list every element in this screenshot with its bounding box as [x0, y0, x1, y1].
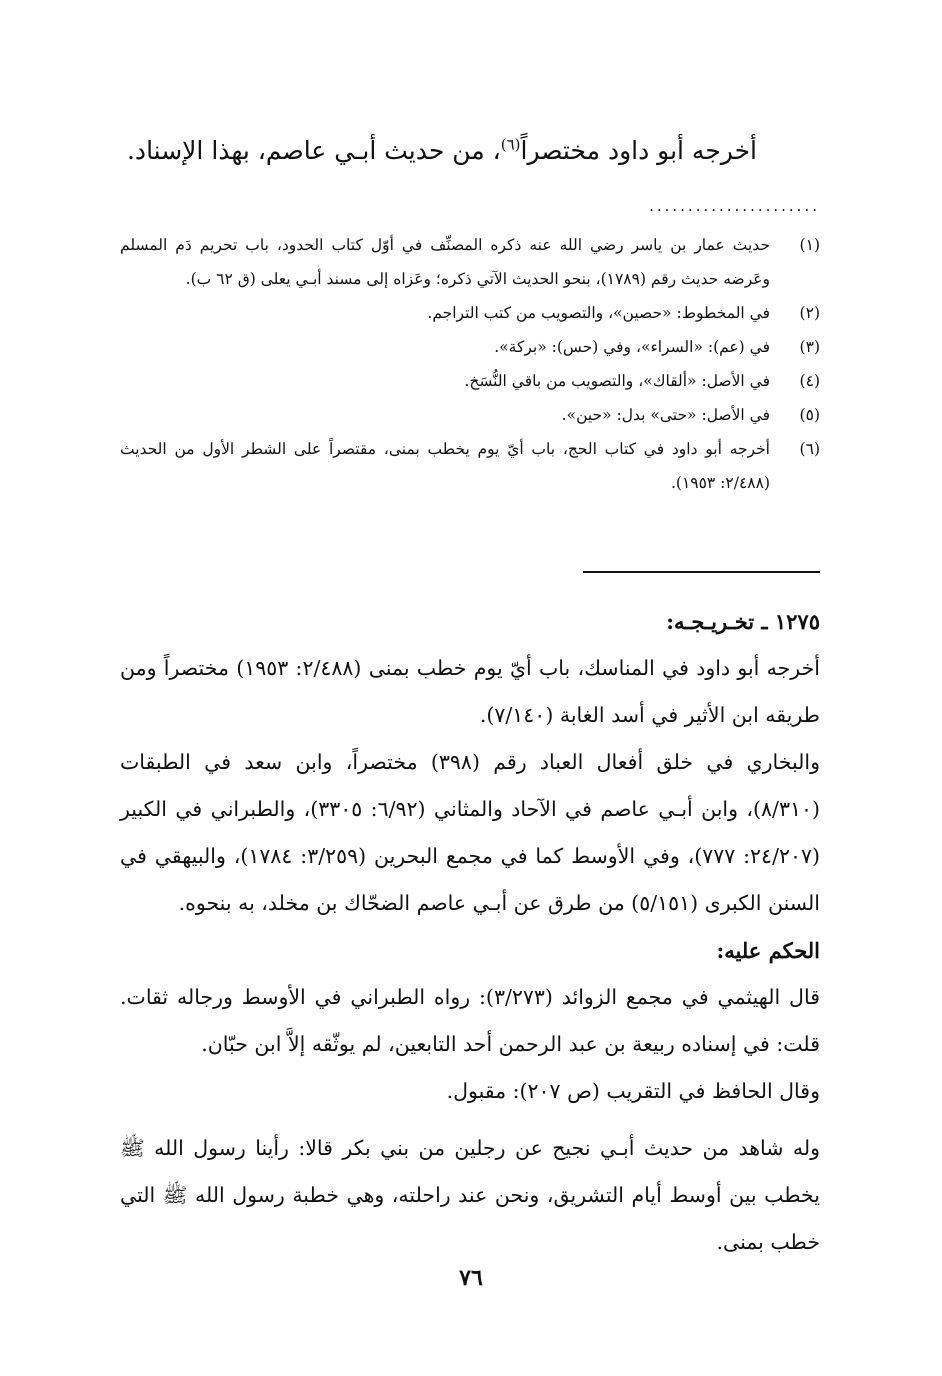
- footnote-text: في المخطوط: «حصين»، والتصويب من كتب التراجم.: [427, 304, 770, 322]
- continuation-line: [97, 128, 757, 174]
- section-divider: [583, 571, 820, 573]
- hukm-heading: الحكم عليه:: [716, 938, 820, 963]
- hukm-paragraph: وله شاهد من حديث أبـي نجيح عن رجلين من بني بكر قالا: رأينا رسول الله ﷺ يخطب بين أوسط أيام التشريق، ونحن عند راحلته، وهي خطبة رسول الله ﷺ التي خطب بمنى.: [120, 1136, 820, 1254]
- page-number: ٧٦: [459, 1265, 483, 1291]
- footnote-number: (٤): [799, 372, 820, 390]
- footnote-item: [120, 296, 820, 330]
- footnote-number: (٣): [799, 338, 820, 356]
- footnote-number: (٢): [799, 304, 820, 322]
- takhrij-paragraph: والبخاري في خلق أفعال العباد رقم (٣٩٨) مختصراً، وابن سعد في الطبقات (٨/٣١٠)، وابن أبـي عاصم في الآحاد والمثاني (٦/٩٢: ٣٣٠٥)، والطبراني في الكبير (٢٤/٢٠٧: ٧٧٧)، وفي الأوسط كما في مجمع البحرين (٣/٢٥٩: ١٧٨٤)، والبيهقي في السنن الكبرى (٥/١٥١) من طرق عن أبـي عاصم الضحّاك بن مخلد، به بنحوه.: [120, 750, 821, 915]
- footnote-text: في الأصل: «ألقاك»، والتصويب من باقي النُّسَخ.: [464, 372, 770, 390]
- separator-dots: ......................: [649, 197, 820, 215]
- footnote-text: في الأصل: «حتى» بدل: «حين».: [561, 406, 770, 424]
- footnote-item: [120, 330, 820, 364]
- footnote-item: [120, 364, 820, 398]
- footnotes-section: [120, 228, 820, 500]
- footnote-item: [120, 432, 820, 500]
- footnote-text: أخرجه أبو داود في كتاب الحج، باب أيّ يوم يخطب بمنى، مقتصراً على الشطر الأول من الحديث (٢/٤٨٨: ١٩٥٣).: [120, 440, 770, 492]
- footnote-text: في (عم): «السراء»، وفي (حس): «بركة».: [494, 338, 770, 356]
- footnote-text: حديث عمار بن ياسر رضي الله عنه ذكره المصنِّف في أوّل كتاب الحدود، باب تحريم دَم المسلم وعَرضه حديث رقم (١٧٨٩)، بنحو الحديث الآتي ذكره؛ وعَزاه إلى مسند أبـي يعلى (ق ٦٢ ب).: [120, 236, 770, 288]
- footnote-number: (٥): [799, 406, 820, 424]
- continuation-text-start: أخرجه أبو داود مختصراً: [520, 136, 757, 165]
- footnote-item: [120, 228, 820, 296]
- footnote-item: [120, 398, 820, 432]
- hukm-paragraph: قال الهيثمي في مجمع الزوائد (٣/٢٧٣): رواه الطبراني في الأوسط ورجاله ثقات. قلت: في إسناده ربيعة بن عبد الرحمن أحد التابعين، لم يوثّقه إلاَّ ابن حبّان.: [120, 985, 820, 1056]
- main-text: [120, 598, 820, 1266]
- footnote-marker: (٦): [500, 135, 521, 154]
- footnote-number: (١): [799, 236, 820, 254]
- footnote-number: (٦): [799, 440, 820, 458]
- hukm-paragraph: وقال الحافظ في التقريب (ص ٢٠٧): مقبول.: [446, 1079, 820, 1103]
- takhrij-heading: ١٢٧٥ ـ تخـريـجـه:: [666, 609, 820, 634]
- continuation-text-end: ، من حديث أبـي عاصم، بهذا الإسناد.: [126, 136, 501, 165]
- takhrij-paragraph: أخرجه أبو داود في المناسك، باب أيّ يوم خطب بمنى (٢/٤٨٨: ١٩٥٣) مختصراً ومن طريقه ابن الأثير في أسد الغابة (٧/١٤٠).: [120, 656, 820, 727]
